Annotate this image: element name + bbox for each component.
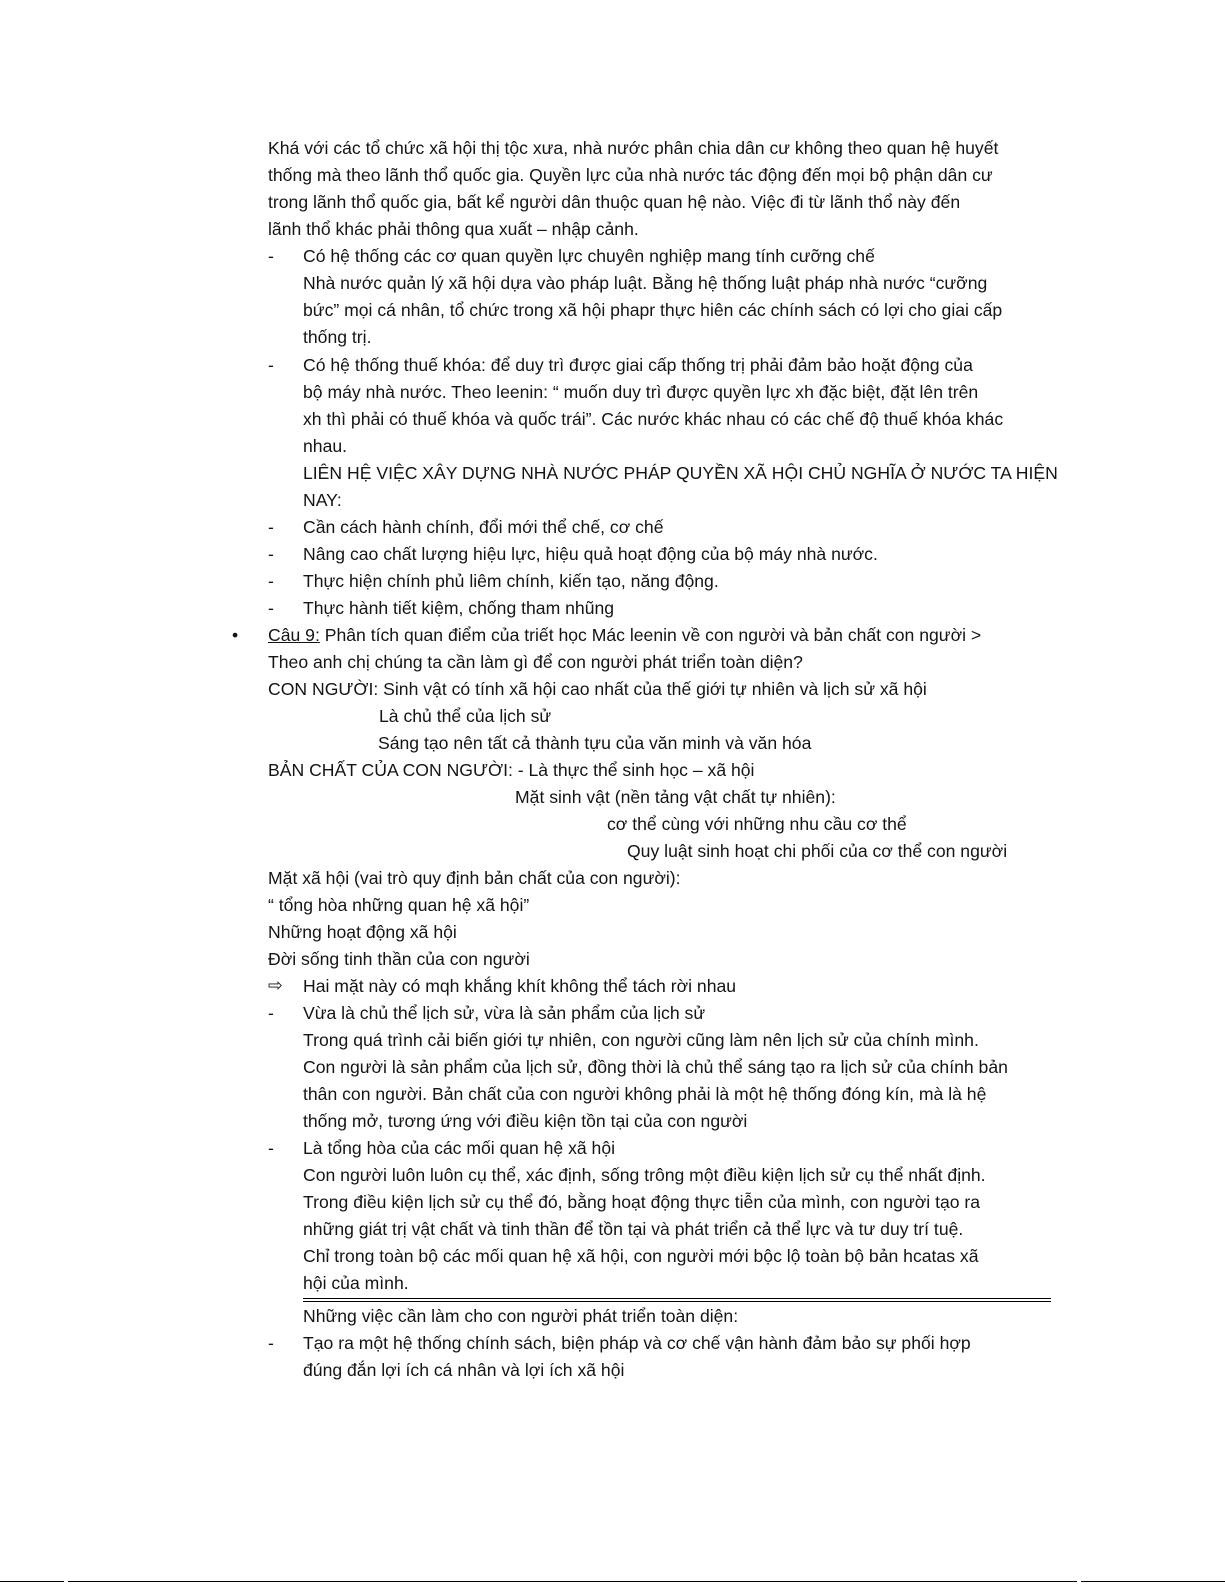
paragraph-line: Khá với các tổ chức xã hội thị tộc xưa, nhà nước phân chia dân cư không theo quan hệ huyết [268, 138, 999, 158]
paragraph-line: thống mà theo lãnh thổ quốc gia. Quyền lực của nhà nước tác động đến mọi bộ phận dân cư [268, 165, 993, 185]
paragraph-line: Đời sống tinh thần của con người [268, 949, 530, 969]
list-item-line: Nâng cao chất lượng hiệu lực, hiệu quả hoạt động của bộ máy nhà nước. [303, 544, 878, 564]
paragraph-line: Là chủ thể của lịch sử [379, 706, 552, 726]
border-gap [64, 1578, 68, 1585]
paragraph-line: Những việc cần làm cho con người phát triển toàn diện: [303, 1306, 739, 1326]
dash-marker: - [268, 571, 274, 591]
bullet-marker: • [232, 625, 239, 645]
list-item-line: Con người là sản phẩm của lịch sử, đồng thời là chủ thể sáng tạo ra lịch sử của chính bản [303, 1057, 1008, 1077]
dash-marker: - [268, 1003, 274, 1023]
list-item-line: Con người luôn luôn cụ thể, xác định, sống trông một điều kiện lịch sử cụ thể nhất định. [303, 1165, 986, 1185]
list-item-line: Có hệ thống thuế khóa: để duy trì được giai cấp thống trị phải đảm bảo hoặt động của [303, 355, 973, 375]
list-item-line: Là tổng hòa của các mối quan hệ xã hội [303, 1138, 616, 1158]
list-item-line: Trong quá trình cải biến giới tự nhiên, con người cũng làm nên lịch sử của chính mình. [303, 1030, 979, 1050]
paragraph-line: Mặt sinh vật (nền tảng vật chất tự nhiên): [515, 787, 836, 807]
paragraph-line: cơ thể cùng với những nhu cầu cơ thể [607, 814, 907, 834]
list-item-line: Thực hiện chính phủ liêm chính, kiến tạo, năng động. [303, 571, 719, 591]
dash-marker: - [268, 1333, 274, 1353]
list-item-line: Vừa là chủ thể lịch sử, vừa là sản phẩm của lịch sử [303, 1003, 706, 1023]
list-item-line: bộ máy nhà nước. Theo leenin: “ muốn duy trì được quyền lực xh đặc biệt, đặt lên trên [303, 382, 979, 402]
dash-marker: - [268, 544, 274, 564]
list-item-line: những giát trị vật chất và tinh thần để tồn tại và phát triển cả thể lực và tư duy trí tuệ. [303, 1219, 964, 1239]
paragraph-line: CON NGƯỜI: Sinh vật có tính xã hội cao nhất của thế giới tự nhiên và lịch sử xã hội [268, 679, 927, 699]
question-line: Theo anh chị chúng ta cần làm gì để con người phát triển toàn diện? [268, 652, 803, 672]
paragraph-line: Mặt xã hội (vai trò quy định bản chất của con người): [268, 868, 681, 888]
section-heading-line: NAY: [303, 490, 342, 510]
list-item-line: Tạo ra một hệ thống chính sách, biện pháp và cơ chế vận hành đảm bảo sự phối hợp [303, 1333, 971, 1353]
list-item-line: Cần cách hành chính, đổi mới thể chế, cơ chế [303, 517, 664, 537]
list-item-line: Nhà nước quản lý xã hội dựa vào pháp luật. Bằng hệ thống luật pháp nhà nước “cưỡng [303, 273, 988, 293]
list-item-line: thân con người. Bản chất của con người không phải là một hệ thống đóng kín, mà là hệ [303, 1084, 987, 1104]
paragraph-line: lãnh thổ khác phải thông qua xuất – nhập cảnh. [268, 219, 639, 239]
paragraph-line: Quy luật sinh hoạt chi phối của cơ thể con người [627, 841, 1008, 861]
paragraph-line: BẢN CHẤT CỦA CON NGƯỜI: - Là thực thể sinh học – xã hội [268, 760, 755, 780]
dash-marker: - [268, 598, 274, 618]
list-item-line: Chỉ trong toàn bộ các mối quan hệ xã hội, con người mới bộc lộ toàn bộ bản hcatas xã [303, 1246, 979, 1266]
question-label: Câu 9: [268, 625, 320, 645]
paragraph-line: Sáng tạo nên tất cả thành tựu của văn minh và văn hóa [378, 733, 812, 753]
list-item-line: bức” mọi cá nhân, tổ chức trong xã hội phapr thực hiên các chính sách có lợi cho giai cấp [303, 300, 1003, 320]
list-item-line: Trong điều kiện lịch sử cụ thể đó, bằng hoạt động thực tiễn của mình, con người tạo ra [303, 1192, 981, 1212]
list-item-line: xh thì phải có thuế khóa và quốc trái”. Các nước khác nhau có các chế độ thuế khóa khác [303, 409, 1004, 429]
dash-marker: - [268, 1138, 274, 1158]
list-item-line: nhau. [303, 436, 348, 456]
section-heading-line: LIÊN HỆ VIỆC XÂY DỰNG NHÀ NƯỚC PHÁP QUYỀN XÃ HỘI CHỦ NGHĨA Ở NƯỚC TA HIỆN [303, 463, 1058, 483]
paragraph-line: “ tổng hòa những quan hệ xã hội” [268, 895, 530, 915]
paragraph-line: Những hoạt động xã hội [268, 922, 457, 942]
list-item-line: thống mở, tương ứng với điều kiện tồn tại của con người [303, 1111, 748, 1131]
question-text: Phân tích quan điểm của triết học Mác leenin về con người và bản chất con người > [319, 625, 982, 645]
list-item-line: đúng đắn lợi ích cá nhân và lợi ích xã hội [303, 1360, 625, 1380]
dash-marker: - [268, 246, 274, 266]
question-line [268, 624, 981, 646]
list-item-line: Thực hành tiết kiệm, chống tham nhũng [303, 598, 615, 618]
list-item-line: thống trị. [303, 327, 372, 347]
dash-marker: - [268, 355, 274, 375]
list-item-line: Hai mặt này có mqh khắng khít không thể tách rời nhau [303, 976, 737, 996]
arrow-icon: ⇨ [268, 975, 283, 995]
dash-marker: - [268, 517, 274, 537]
double-rule-divider [303, 1298, 1051, 1302]
border-gap [1077, 1578, 1081, 1585]
page-bottom-border [0, 1581, 1225, 1582]
list-item-line: hội của mình. [303, 1273, 409, 1293]
paragraph-line: trong lãnh thổ quốc gia, bất kể người dân thuộc quan hệ nào. Việc đi từ lãnh thổ này đến [268, 192, 961, 212]
list-item-line: Có hệ thống các cơ quan quyền lực chuyên nghiệp mang tính cưỡng chế [303, 246, 875, 266]
